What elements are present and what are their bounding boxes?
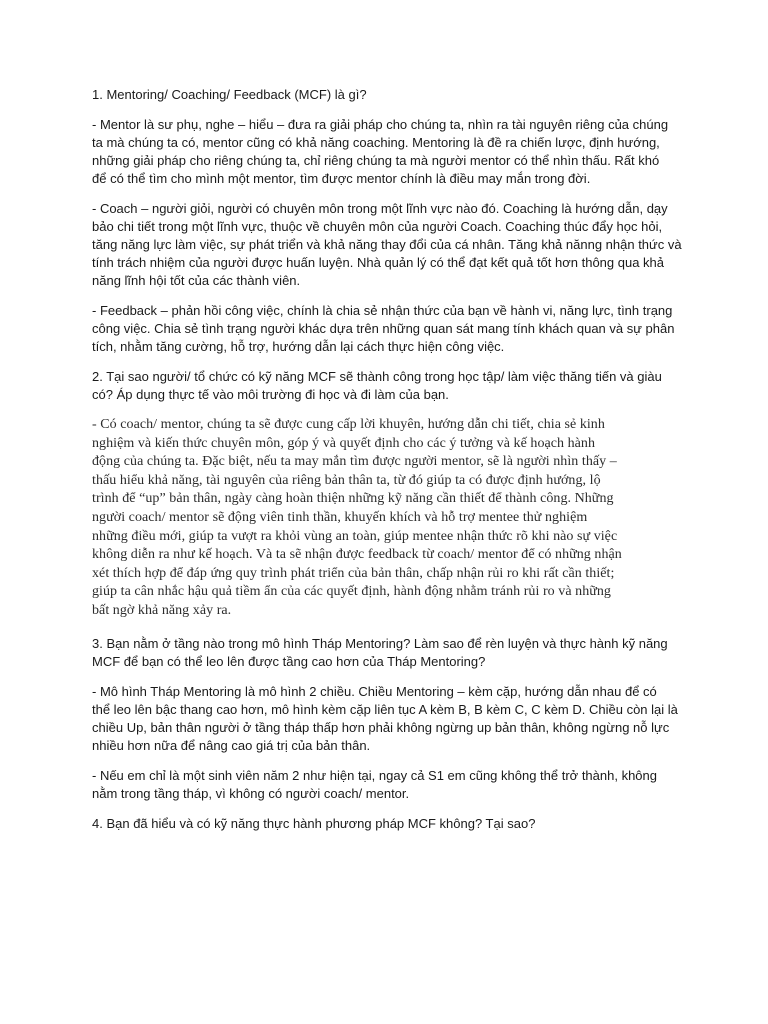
answer-1-mentor: - Mentor là sư phụ, nghe – hiểu – đưa ra giải pháp cho chúng ta, nhìn ra tài nguyên riêng của chúng ta mà chúng ta có, mentor cũng có khả năng coaching. Mentoring là đề ra chiến lược, định hướng, những giải pháp cho riêng chúng ta, chỉ riêng chúng ta mà người mentor có thể nhìn thấu. Rất khó để có thể tìm cho mình một mentor, tìm được mentor chính là điều may mắn trong đời.	[92, 117, 669, 186]
answer-3-student: - Nếu em chỉ là một sinh viên năm 2 như hiện tại, ngay cả S1 em cũng không thể trở thành, không nằm trong tầng tháp, vì không có người coach/ mentor.	[92, 767, 657, 801]
answer-3-tower-model: - Mô hình Tháp Mentoring là mô hình 2 chiều. Chiều Mentoring – kèm cặp, hướng dẫn nhau để có thể leo lên bậc thang cao hơn, mô hình kèm cặp liên tục A kèm B, B kèm C, C kèm D. Chiều còn lại là chiều Up, bản thân người ở tầng tháp thấp hơn phải không ngừng up bản thân, không ngừng nỗ lực nhiều hơn nữa để nâng cao giá trị của bản thân.	[92, 683, 678, 753]
answer-1-coach: - Coach – người giỏi, người có chuyên môn trong một lĩnh vực nào đó. Coaching là hướng dẫn, dạy bảo chi tiết trong một lĩnh vực, thuộc về chuyên môn của người Coach. Coaching thúc đẩy học hỏi, tăng năng lực làm việc, sự phát triển và khả năng thay đổi của cá nhân. Tăng khả nănng nhận thức và tính trách nhiệm của người được huấn luyện. Nhà quản lý có thể đạt kết quả tốt hơn thông qua khả năng lĩnh hội tốt của các thành viên.	[92, 201, 682, 288]
answer-2: - Có coach/ mentor, chúng ta sẽ được cung cấp lời khuyên, hướng dẫn chi tiết, chia sẻ kinh nghiệm và kiến thức chuyên môn, góp ý và quyết định cho các ý tưởng và kế hoạch hành động của chúng ta. Đặc biệt, nếu ta may mắn tìm được người mentor, sẽ là người nhìn thấy – thấu hiểu khả năng, tài nguyên của riêng bản thân ta, từ đó giúp ta có được định hướng, lộ trình để “up” bản thân, ngày càng hoàn thiện những kỹ năng cần thiết để thành công. Những người coach/ mentor sẽ động viên tinh thần, khuyến khích và hỗ trợ mentee thử nghiệm những điều mới, giúp ta vượt ra khỏi vùng an toàn, giúp mentee nhận thức rõ khi nào sự việc không diễn ra như kế hoạch. Và ta sẽ nhận được feedback từ coach/ mentor để có những nhận xét thích hợp để đáp ứng quy trình phát triển của bản thân, chấp nhận rủi ro khi rất cần thiết; giúp ta cân nhắc hậu quả tiềm ẩn của các quyết định, hành động nhằm tránh rủi ro và những bất ngờ khả năng xảy ra.	[92, 417, 622, 618]
question-4: 4. Bạn đã hiểu và có kỹ năng thực hành phương pháp MCF không? Tại sao?	[92, 815, 536, 831]
answer-1-feedback: - Feedback – phản hồi công việc, chính là chia sẻ nhận thức của bạn về hành vi, năng lực, tình trạng công việc. Chia sẻ tình trạng người khác dựa trên những quan sát mang tính khách quan và sự phân tích, nhằm tăng cường, hỗ trợ, hướng dẫn lại cách thực hiện công việc.	[92, 303, 675, 354]
question-2: 2. Tại sao người/ tổ chức có kỹ năng MCF sẽ thành công trong học tập/ làm việc thăng tiến và giàu có? Áp dụng thực tế vào môi trường đi học và đi làm của bạn.	[92, 369, 662, 402]
question-3: 3. Bạn nằm ở tầng nào trong mô hình Tháp Mentoring? Làm sao để rèn luyện và thực hành kỹ năng MCF để bạn có thể leo lên được tầng cao hơn của Tháp Mentoring?	[92, 635, 668, 669]
question-1: 1. Mentoring/ Coaching/ Feedback (MCF) là gì?	[92, 87, 367, 102]
